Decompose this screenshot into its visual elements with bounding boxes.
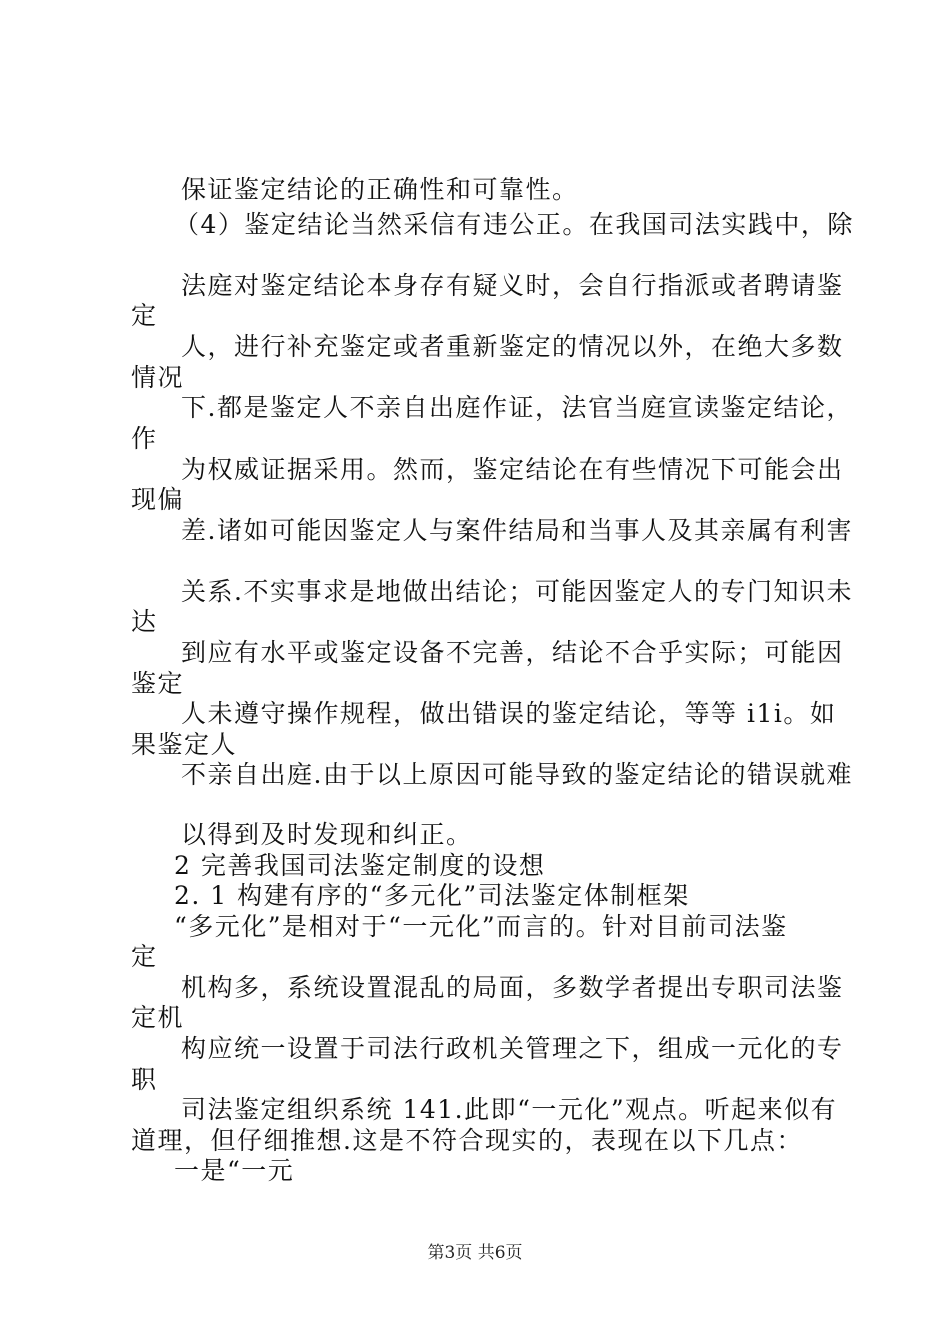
text-line: 司法鉴定组织系统 141.此即“一元化”观点。听起来似有 xyxy=(181,1095,838,1124)
subsection-heading: 2. 1 构建有序的“多元化”司法鉴定体制框架 xyxy=(174,881,690,910)
text-line: 职 xyxy=(131,1065,158,1094)
text-line: 构应统一设置于司法行政机关管理之下，组成一元化的专 xyxy=(181,1034,844,1063)
text-line: （4）鉴定结论当然采信有违公正。在我国司法实践中，除 xyxy=(174,210,854,239)
text-line: 一是“一元 xyxy=(174,1156,295,1185)
text-line: “多元化”是相对于“一元化”而言的。针对目前司法鉴 xyxy=(174,912,788,941)
text-line: 机构多，系统设置混乱的局面，多数学者提出专职司法鉴 xyxy=(181,973,844,1002)
text-line: 情况 xyxy=(131,363,185,392)
section-heading: 2 完善我国司法鉴定制度的设想 xyxy=(174,851,546,880)
text-line: 道理，但仔细推想.这是不符合现实的，表现在以下几点： xyxy=(131,1126,803,1155)
text-line: 定 xyxy=(131,301,158,330)
text-line: 鉴定 xyxy=(131,669,185,698)
text-line: 不亲自出庭.由于以上原因可能导致的鉴定结论的错误就难 xyxy=(181,760,853,789)
text-line: 现偏 xyxy=(131,485,185,514)
text-line: 人，进行补充鉴定或者重新鉴定的情况以外，在绝大多数 xyxy=(181,332,844,361)
text-line: 作 xyxy=(131,424,158,453)
text-line: 到应有水平或鉴定设备不完善，结论不合乎实际；可能因 xyxy=(181,638,844,667)
text-line: 人未遵守操作规程，做出错误的鉴定结论，等等 i1i。如 xyxy=(181,699,837,728)
text-line: 下.都是鉴定人不亲自出庭作证，法官当庭宣读鉴定结论， xyxy=(181,393,853,422)
text-line: 关系.不实事求是地做出结论；可能因鉴定人的专门知识未 xyxy=(181,577,853,606)
text-line: 保证鉴定结论的正确性和可靠性。 xyxy=(181,175,579,204)
page-footer: 第3页 共6页 xyxy=(427,1243,523,1263)
text-line: 差.诸如可能因鉴定人与案件结局和当事人及其亲属有利害 xyxy=(181,516,853,545)
text-line: 以得到及时发现和纠正。 xyxy=(181,820,473,849)
text-line: 定机 xyxy=(131,1003,185,1032)
text-line: 法庭对鉴定结论本身存有疑义时，会自行指派或者聘请鉴 xyxy=(181,271,844,300)
text-line: 果鉴定人 xyxy=(131,730,238,759)
text-line: 达 xyxy=(131,607,158,636)
text-line: 为权威证据采用。然而，鉴定结论在有些情况下可能会出 xyxy=(181,455,844,484)
text-line: 定 xyxy=(131,942,158,971)
